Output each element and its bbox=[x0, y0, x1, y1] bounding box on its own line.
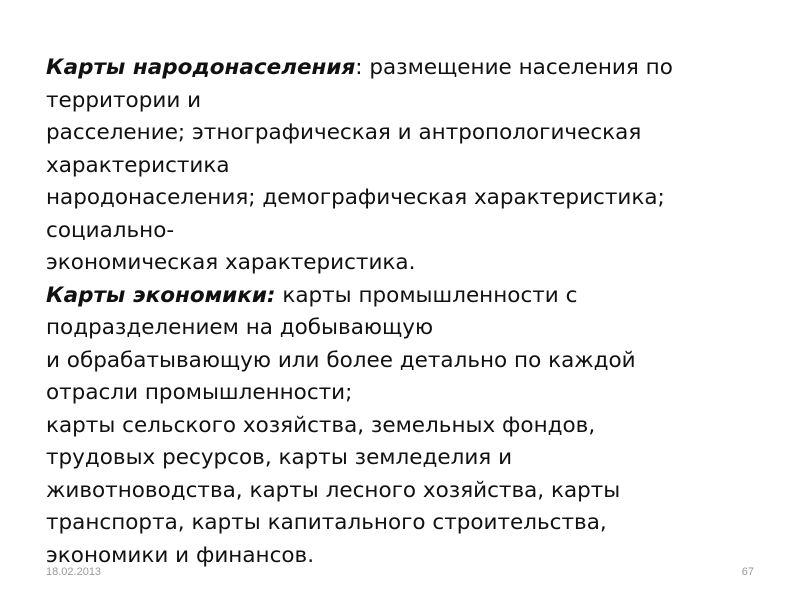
economy-text-line: трудовых ресурсов, карты земледелия и bbox=[46, 445, 513, 470]
economy-text-line: подразделением на добывающую bbox=[46, 315, 434, 340]
economy-text-line: карты промышленности с bbox=[275, 282, 578, 308]
economy-text-line: карты сельского хозяйства, земельных фондов, bbox=[46, 412, 596, 438]
economy-text-line: экономики и финансов. bbox=[46, 542, 315, 568]
economy-text-line: отрасли промышленности; bbox=[46, 380, 353, 405]
population-text-line: расселение; этнографическая и антропологическая bbox=[46, 120, 642, 145]
economy-text-line: транспорта, карты капитального строительства, bbox=[46, 510, 607, 535]
population-text-line: социально- bbox=[46, 217, 175, 243]
slide-number: 67 bbox=[741, 566, 754, 578]
population-text-line: народонаселения; демографическая характеристика; bbox=[46, 185, 665, 210]
footer-date: 18.02.2013 bbox=[46, 566, 102, 578]
population-heading-line bbox=[46, 52, 766, 85]
population-text-line: территории и bbox=[46, 87, 202, 113]
economy-maps-term: Карты экономики: bbox=[46, 282, 276, 308]
economy-text-line: и обрабатывающую или более детально по каждой bbox=[46, 347, 636, 373]
economy-text-line: животноводства, карты лесного хозяйства, карты bbox=[46, 477, 621, 503]
economy-heading-line bbox=[46, 280, 766, 313]
population-text-line: : размещение населения по bbox=[355, 55, 673, 80]
population-maps-term: Карты народонаселения bbox=[46, 55, 356, 80]
population-text-line: характеристика bbox=[46, 152, 230, 178]
population-text-line: экономическая характеристика. bbox=[46, 250, 416, 275]
slide-body bbox=[46, 52, 766, 572]
